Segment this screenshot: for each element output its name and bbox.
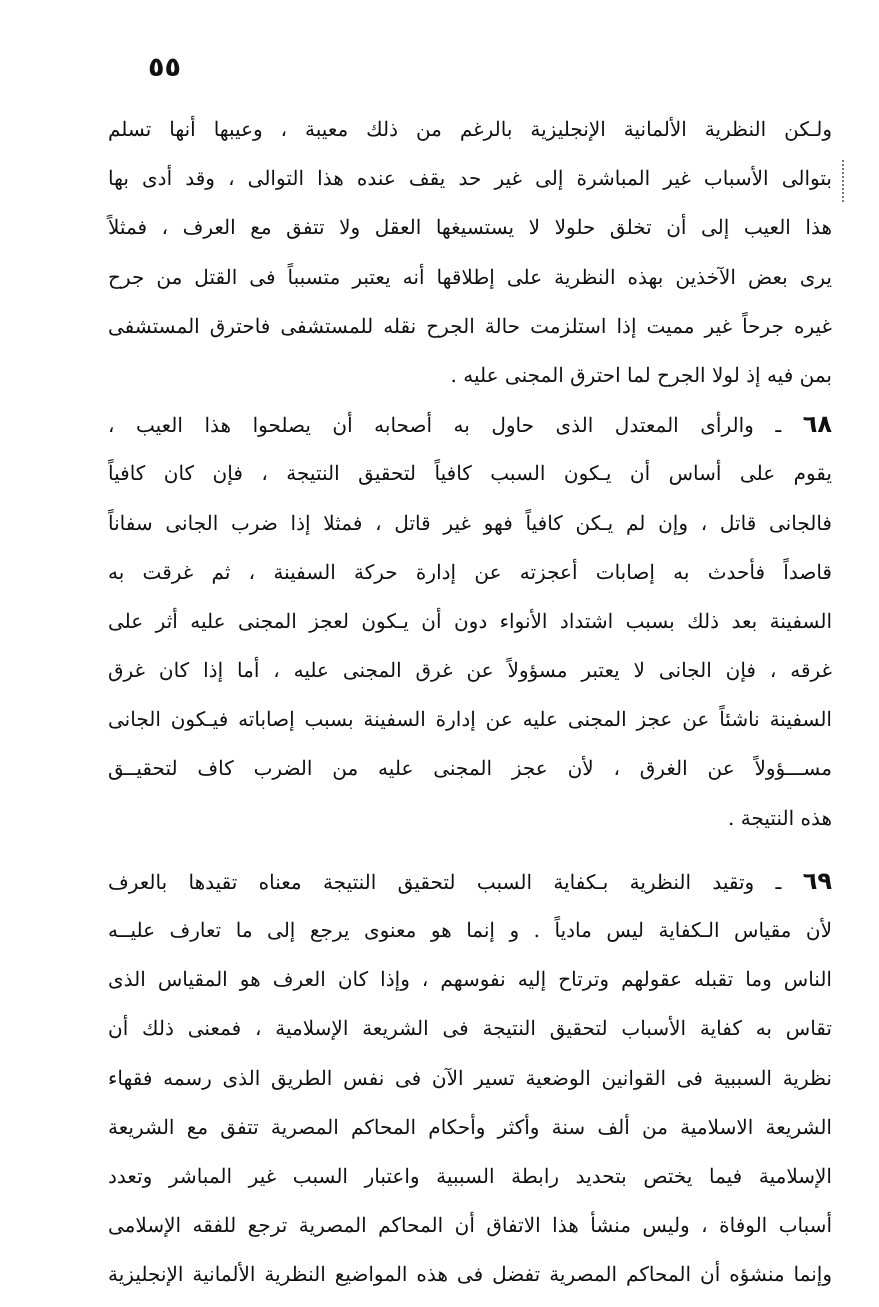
text-line: غيره جرحاً غير مميت إذا استلزمت حالة الجرح نقله للمستشفى فاحترق المستشفى — [108, 313, 832, 338]
paragraph-number: ٦٨ — [802, 410, 832, 439]
text-line: أسباب الوفاة ، وليس منشأ هذا الاتفاق أن المحاكم المصرية ترجع للفقه الإسلامى — [108, 1213, 832, 1238]
margin-mark — [842, 160, 848, 202]
text-line: يرى بعض الآخذين بهذه النظرية على إطلاقها أنه يعتبر متسبباً فى القتل من جرح — [108, 264, 832, 289]
text-line: السفينة ناشئاً عن عجز المجنى عليه عن إدارة السفينة بسبب إصاباته فيـكون الجانى — [108, 707, 832, 732]
text-line: وإنما منشؤه أن المحاكم المصرية تفضل فى هذه المواضيع النظرية الألمانية الإنجليزية — [108, 1262, 832, 1287]
text-line: ولـكن النظرية الألمانية الإنجليزية بالرغم من ذلك معيبة ، وعيبها أنها تسلم — [108, 117, 832, 141]
paragraph-69 — [108, 857, 832, 1300]
paragraph-gap — [108, 843, 832, 857]
text-segment: ـ وتقيد النظرية بـكفاية السبب لتحقيق النتيجة معناه تقيدها بالعرف — [108, 869, 782, 894]
text-line: نظرية السببية فى القوانين الوضعية تسير الآن فى نفس الطريق الذى رسمه فقهاء — [108, 1065, 832, 1090]
text-line: هذا العيب إلى أن تخلق حلولا لا يستسيغها العقل ولا تتفق مع العرف ، فمثلاً — [108, 215, 832, 240]
text-line: تقاس به كفاية الأسباب لتحقيق النتيجة فى الشريعة الإسلامية ، فمعنى ذلك أن — [108, 1016, 832, 1041]
text-line: الإسلامية فيما يختص بتحديد رابطة السببية واعتبار السبب غير المباشر وتعدد — [108, 1163, 832, 1188]
text-line: الناس وما تقبله عقولهم وترتاح إليه نفوسهم ، وإذا كان العرف هو المقياس الذى — [108, 967, 832, 992]
page-body — [108, 105, 832, 1300]
page-number: ٥٥ — [148, 52, 181, 83]
text-line: بتوالى الأسباب غير المباشرة إلى غير حد يقف عنده هذا التوالى ، وقد أدى بها — [108, 166, 832, 191]
text-line: السفينة بعد ذلك بسبب اشتداد الأنواء دون أن يـكون لعجز المجنى عليه أثر على — [108, 608, 832, 633]
paragraph-number: ٦٩ — [802, 866, 833, 895]
text-segment: ـ والرأى المعتدل الذى حاول به أصحابه أن يصلحوا هذا العيب ، — [108, 413, 782, 438]
text-line — [108, 857, 832, 906]
text-line: فالجانى قاتل ، وإن لم يـكن كافياً فهو غير قاتل ، فمثلا إذا ضرب الجانى سفاناً — [108, 510, 832, 535]
text-line: لأن مقياس الـكفاية ليس مادياً . و إنما هو معنوى يرجع إلى ما تعارف عليــه — [108, 918, 832, 942]
text-line: يقوم على أساس أن يـكون السبب كافياً لتحقيق النتيجة ، فإن كان كافياً — [108, 461, 832, 486]
paragraph-68 — [108, 400, 832, 843]
paragraph-1 — [108, 105, 832, 400]
text-line: قاصداً فأحدث به إصابات أعجزته عن إدارة حركة السفينة ، ثم غرقت به — [108, 559, 832, 584]
text-line: هذه النتيجة . — [728, 805, 832, 830]
text-line: مســـؤولاً عن الغرق ، لأن عجز المجنى عليه من الضرب كاف لتحقيــق — [108, 756, 832, 781]
text-line: غرقه ، فإن الجانى لا يعتبر مسؤولاً عن غرق المجنى عليه ، أما إذا كان غرق — [108, 658, 832, 683]
text-line — [108, 400, 832, 449]
text-line: الشريعة الاسلامية من ألف سنة وأكثر وأحكام المحاكم المصرية تتفق مع الشريعة — [108, 1114, 832, 1139]
text-line: بمن فيه إذ لولا الجرح لما احترق المجنى عليه . — [450, 362, 832, 387]
